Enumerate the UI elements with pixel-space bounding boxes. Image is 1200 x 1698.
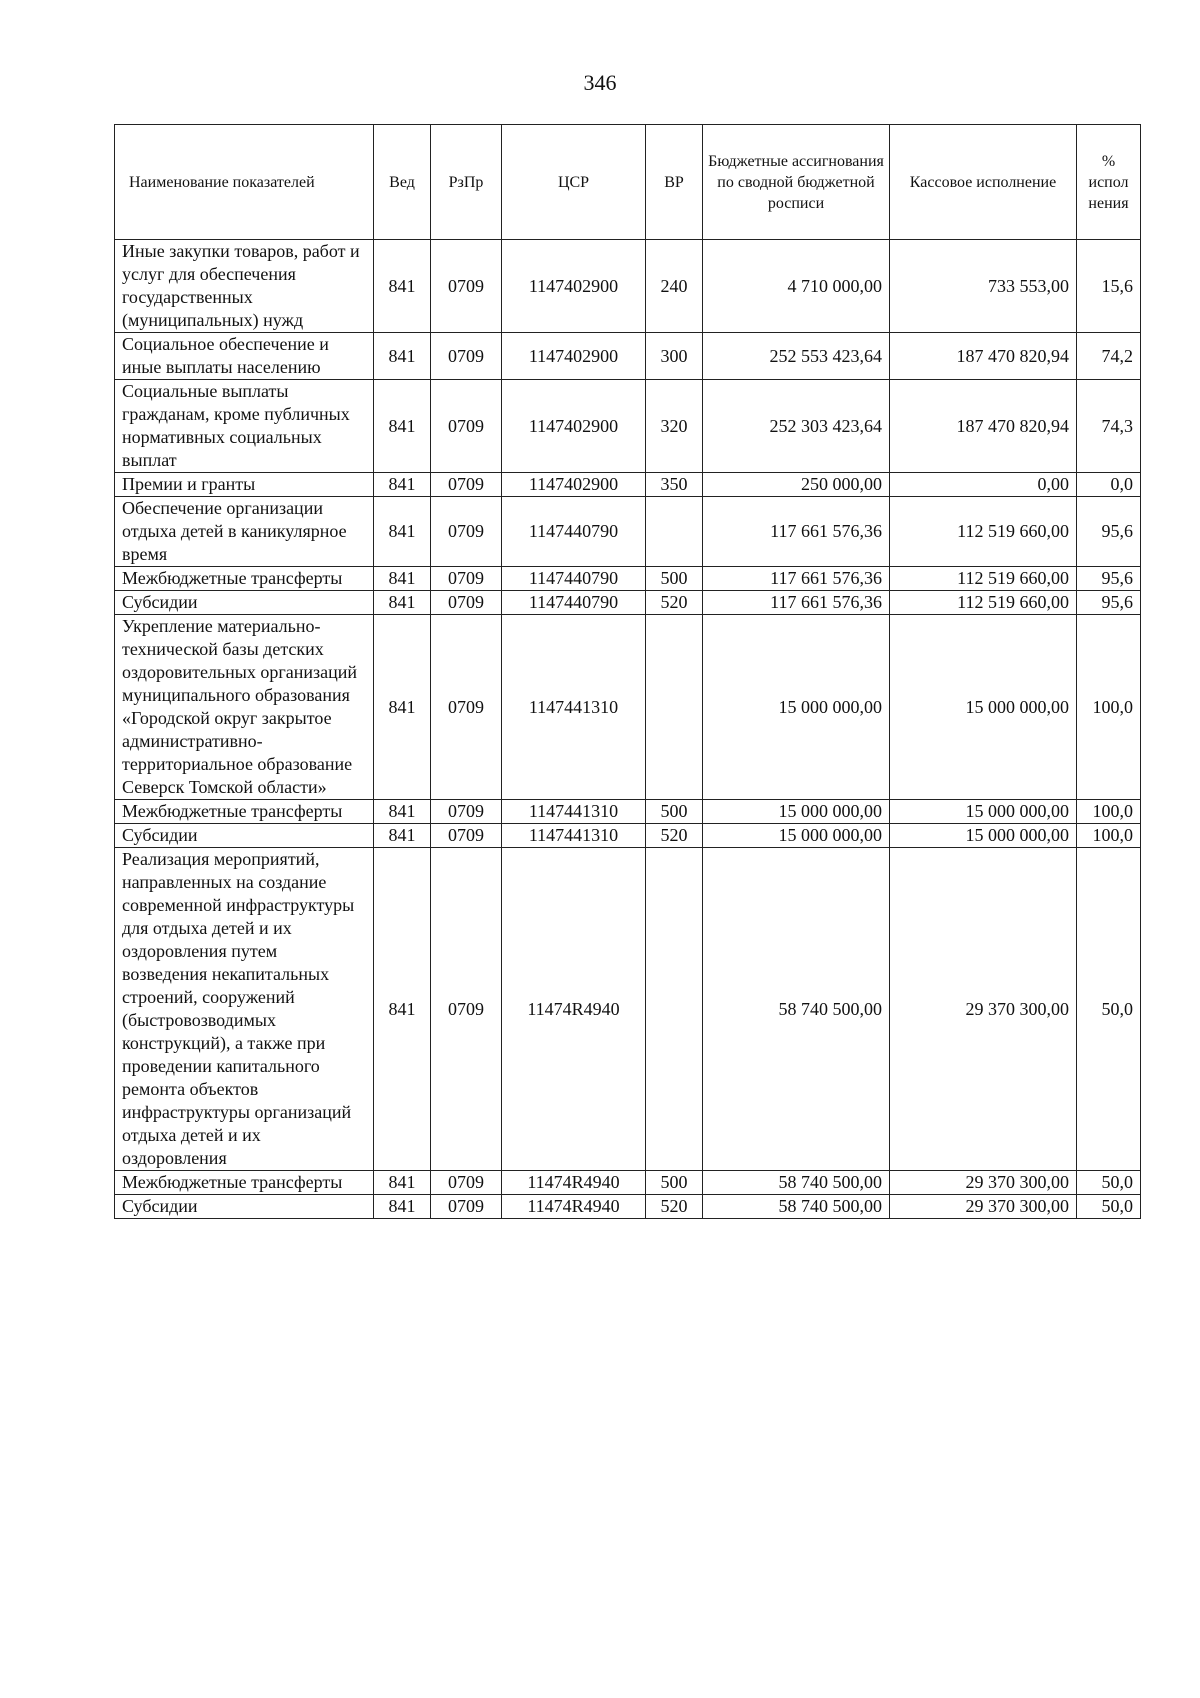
row-name: Укрепление материально-технической базы детских оздоровительных организаций муниципального образования «Городской округ закрытое административно-территориальное образование Северск Томской области»: [115, 615, 374, 800]
row-executed: 112 519 660,00: [890, 497, 1077, 567]
row-name: Межбюджетные трансферты: [115, 800, 374, 824]
row-ved: 841: [374, 848, 431, 1171]
row-ved: 841: [374, 591, 431, 615]
row-assigned: 15 000 000,00: [703, 824, 890, 848]
row-executed: 29 370 300,00: [890, 848, 1077, 1171]
table-row: [115, 380, 1141, 473]
row-vr: 350: [646, 473, 703, 497]
row-percent: 74,3: [1077, 380, 1141, 473]
row-rzpr: 0709: [431, 1195, 502, 1219]
header-rzpr: РзПр: [431, 125, 502, 240]
row-ved: 841: [374, 615, 431, 800]
header-ved: Вед: [374, 125, 431, 240]
row-csr: 1147402900: [502, 240, 646, 333]
row-csr: 1147402900: [502, 380, 646, 473]
table-row: [115, 800, 1141, 824]
row-executed: 15 000 000,00: [890, 800, 1077, 824]
row-rzpr: 0709: [431, 848, 502, 1171]
table-row: [115, 615, 1141, 800]
row-ved: 841: [374, 380, 431, 473]
row-percent: 0,0: [1077, 473, 1141, 497]
row-rzpr: 0709: [431, 800, 502, 824]
row-percent: 100,0: [1077, 615, 1141, 800]
row-percent: 95,6: [1077, 591, 1141, 615]
row-percent: 100,0: [1077, 800, 1141, 824]
row-executed: 733 553,00: [890, 240, 1077, 333]
row-ved: 841: [374, 333, 431, 380]
row-rzpr: 0709: [431, 240, 502, 333]
table-row: [115, 497, 1141, 567]
row-executed: 187 470 820,94: [890, 333, 1077, 380]
row-csr: 1147402900: [502, 473, 646, 497]
row-name: Социальное обеспечение и иные выплаты населению: [115, 333, 374, 380]
row-vr: [646, 848, 703, 1171]
row-executed: 187 470 820,94: [890, 380, 1077, 473]
row-assigned: 58 740 500,00: [703, 1195, 890, 1219]
header-csr: ЦСР: [502, 125, 646, 240]
row-ved: 841: [374, 824, 431, 848]
row-csr: 1147402900: [502, 333, 646, 380]
row-assigned: 252 303 423,64: [703, 380, 890, 473]
row-name: Субсидии: [115, 1195, 374, 1219]
row-csr: 1147441310: [502, 615, 646, 800]
row-csr: 1147440790: [502, 567, 646, 591]
table-row: [115, 1195, 1141, 1219]
row-assigned: 4 710 000,00: [703, 240, 890, 333]
row-vr: 520: [646, 824, 703, 848]
row-percent: 95,6: [1077, 497, 1141, 567]
row-vr: 520: [646, 591, 703, 615]
row-assigned: 15 000 000,00: [703, 615, 890, 800]
row-name: Премии и гранты: [115, 473, 374, 497]
row-percent: 95,6: [1077, 567, 1141, 591]
row-rzpr: 0709: [431, 567, 502, 591]
row-name: Субсидии: [115, 824, 374, 848]
row-csr: 1147441310: [502, 800, 646, 824]
row-ved: 841: [374, 497, 431, 567]
row-rzpr: 0709: [431, 473, 502, 497]
row-name: Межбюджетные трансферты: [115, 567, 374, 591]
row-csr: 1147440790: [502, 497, 646, 567]
header-assigned: Бюджетные ассигнования по сводной бюджетной росписи: [703, 125, 890, 240]
budget-execution-table: [114, 124, 1141, 1219]
header-row: [115, 125, 1141, 240]
row-assigned: 15 000 000,00: [703, 800, 890, 824]
row-executed: 15 000 000,00: [890, 615, 1077, 800]
row-vr: 520: [646, 1195, 703, 1219]
row-executed: 112 519 660,00: [890, 591, 1077, 615]
row-rzpr: 0709: [431, 591, 502, 615]
row-vr: 500: [646, 1171, 703, 1195]
row-assigned: 117 661 576,36: [703, 591, 890, 615]
row-csr: 11474R4940: [502, 848, 646, 1171]
row-assigned: 117 661 576,36: [703, 567, 890, 591]
row-name: Обеспечение организации отдыха детей в каникулярное время: [115, 497, 374, 567]
row-executed: 0,00: [890, 473, 1077, 497]
row-assigned: 252 553 423,64: [703, 333, 890, 380]
row-name: Реализация мероприятий, направленных на создание современной инфраструктуры для отдыха детей и их оздоровления путем возведения некапитальных строений, сооружений (быстровозводимых конструкций), а также при проведении капитального ремонта объектов инфраструктуры организаций отдыха детей и их оздоровления: [115, 848, 374, 1171]
row-rzpr: 0709: [431, 380, 502, 473]
row-name: Иные закупки товаров, работ и услуг для обеспечения государственных (муниципальных) нужд: [115, 240, 374, 333]
row-executed: 29 370 300,00: [890, 1171, 1077, 1195]
row-assigned: 58 740 500,00: [703, 848, 890, 1171]
table-row: [115, 824, 1141, 848]
row-rzpr: 0709: [431, 1171, 502, 1195]
row-ved: 841: [374, 1171, 431, 1195]
row-csr: 1147441310: [502, 824, 646, 848]
row-percent: 50,0: [1077, 848, 1141, 1171]
row-ved: 841: [374, 567, 431, 591]
header-percent: % испол нения: [1077, 125, 1141, 240]
row-vr: 500: [646, 800, 703, 824]
table-row: [115, 591, 1141, 615]
row-percent: 50,0: [1077, 1195, 1141, 1219]
row-ved: 841: [374, 1195, 431, 1219]
table-row: [115, 473, 1141, 497]
row-csr: 11474R4940: [502, 1195, 646, 1219]
header-vr: ВР: [646, 125, 703, 240]
row-csr: 1147440790: [502, 591, 646, 615]
row-percent: 15,6: [1077, 240, 1141, 333]
row-percent: 100,0: [1077, 824, 1141, 848]
table-body: [115, 240, 1141, 1219]
table-row: [115, 240, 1141, 333]
table-header: [115, 125, 1141, 240]
header-name: Наименование показателей: [115, 125, 374, 240]
row-assigned: 58 740 500,00: [703, 1171, 890, 1195]
row-csr: 11474R4940: [502, 1171, 646, 1195]
header-executed: Кассовое исполнение: [890, 125, 1077, 240]
row-name: Межбюджетные трансферты: [115, 1171, 374, 1195]
row-vr: 320: [646, 380, 703, 473]
row-rzpr: 0709: [431, 333, 502, 380]
table-row: [115, 848, 1141, 1171]
page-number: 346: [583, 70, 617, 95]
row-rzpr: 0709: [431, 824, 502, 848]
row-ved: 841: [374, 473, 431, 497]
row-percent: 74,2: [1077, 333, 1141, 380]
row-vr: [646, 615, 703, 800]
row-name: Субсидии: [115, 591, 374, 615]
row-ved: 841: [374, 240, 431, 333]
row-vr: 500: [646, 567, 703, 591]
row-assigned: 250 000,00: [703, 473, 890, 497]
row-percent: 50,0: [1077, 1171, 1141, 1195]
row-executed: 15 000 000,00: [890, 824, 1077, 848]
table-row: [115, 1171, 1141, 1195]
row-vr: 240: [646, 240, 703, 333]
row-vr: [646, 497, 703, 567]
row-rzpr: 0709: [431, 615, 502, 800]
row-ved: 841: [374, 800, 431, 824]
table-row: [115, 333, 1141, 380]
row-executed: 29 370 300,00: [890, 1195, 1077, 1219]
row-executed: 112 519 660,00: [890, 567, 1077, 591]
table-row: [115, 567, 1141, 591]
row-name: Социальные выплаты гражданам, кроме публичных нормативных социальных выплат: [115, 380, 374, 473]
row-rzpr: 0709: [431, 497, 502, 567]
row-vr: 300: [646, 333, 703, 380]
row-assigned: 117 661 576,36: [703, 497, 890, 567]
